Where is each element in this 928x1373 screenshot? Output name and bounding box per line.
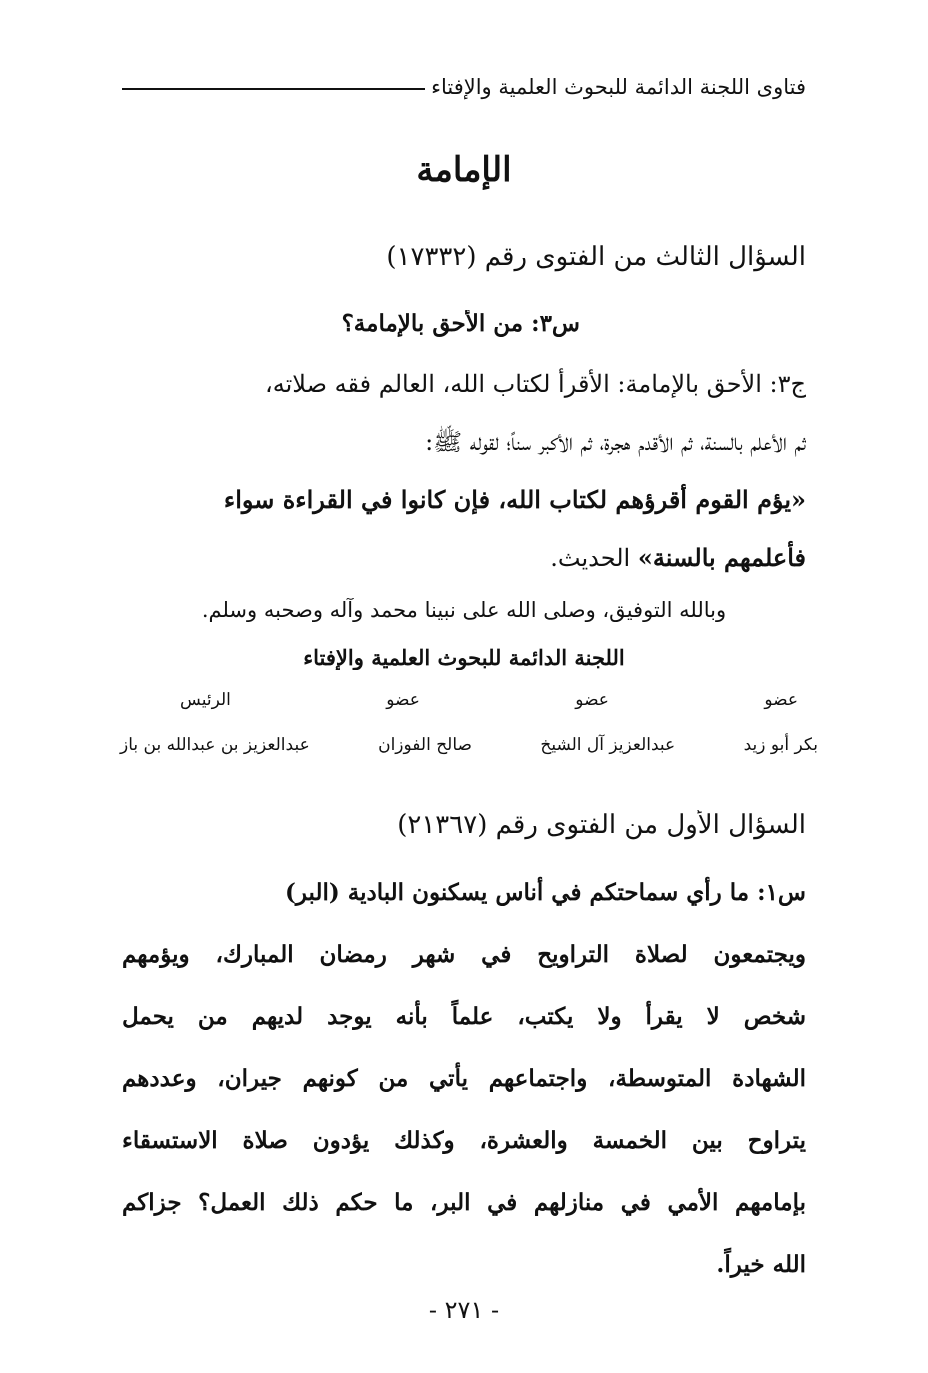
signatory-names: [120, 735, 818, 755]
committee-name: اللجنة الدائمة للبحوث العلمية والإفتاء: [303, 645, 625, 670]
signatory-name: عبدالعزيز آل الشيخ: [540, 735, 676, 755]
hadith-rest-text: الحديث.: [550, 544, 638, 572]
signatory-role: الرئيس: [180, 690, 231, 710]
question-line: يتراوح بين الخمسة والعشرة، وكذلك يؤدون صلاة الاستسقاء: [122, 1127, 806, 1154]
signatory-role: عضو: [386, 690, 420, 710]
running-header: [122, 70, 806, 104]
question-line: س١: ما رأي سماحتكم في أناس يسكنون البادية (البر): [284, 879, 806, 906]
answer-line: ثم الأعلم بالسنة، ثم الأقدم هجرة، ثم الأكبر سناً؛ لقوله ﷺ:: [425, 428, 806, 456]
signatory-roles: [120, 690, 818, 710]
fatwa-heading: السؤال الأول من الفتوى رقم (٢١٣٦٧): [397, 810, 806, 840]
question-line: شخص لا يقرأ ولا يكتب، علماً بأنه يوجد لديهم من يحمل: [122, 1003, 806, 1030]
hadith-line: [122, 529, 806, 587]
question-line: بإمامهم الأمي في منازلهم في البر، ما حكم ذلك العمل؟ جزاكم: [122, 1189, 806, 1216]
section-title: الإمامة: [416, 150, 512, 190]
page-number: - ٢٧١ -: [428, 1296, 500, 1324]
question-line: ويجتمعون لصلاة التراويح في شهر رمضان المبارك، ويؤمهم: [122, 941, 806, 968]
signatory-role: عضو: [764, 690, 798, 710]
header-rule: [122, 88, 425, 90]
closing-prayer: وبالله التوفيق، وصلى الله على نبينا محمد وآله وصحبه وسلم.: [201, 598, 727, 622]
signatory-role: عضو: [575, 690, 609, 710]
hadith-bold-text: فأعلمهم بالسنة»: [637, 543, 806, 572]
question-line: الله خيراً.: [716, 1251, 806, 1278]
signatory-name: صالح الفوزان: [378, 735, 472, 755]
signatory-name: عبدالعزيز بن عبدالله بن باز: [120, 735, 310, 755]
signatory-name: بكر أبو زيد: [743, 735, 818, 755]
question-text: س٣: من الأحق بالإمامة؟: [341, 310, 580, 337]
fatwa-heading: السؤال الثالث من الفتوى رقم (١٧٣٣٢): [386, 242, 806, 272]
answer-line: ج٣: الأحق بالإمامة: الأقرأ لكتاب الله، العالم فقه صلاته،: [265, 370, 806, 398]
hadith-line: «يؤم القوم أقرؤهم لكتاب الله، فإن كانوا في القراءة سواء: [223, 485, 806, 514]
question-paragraph: [122, 862, 806, 1296]
running-header-text: فتاوى اللجنة الدائمة للبحوث العلمية والإفتاء: [431, 75, 806, 99]
question-line: الشهادة المتوسطة، واجتماعهم يأتي من كونهم جيران، وعددهم: [122, 1065, 806, 1092]
